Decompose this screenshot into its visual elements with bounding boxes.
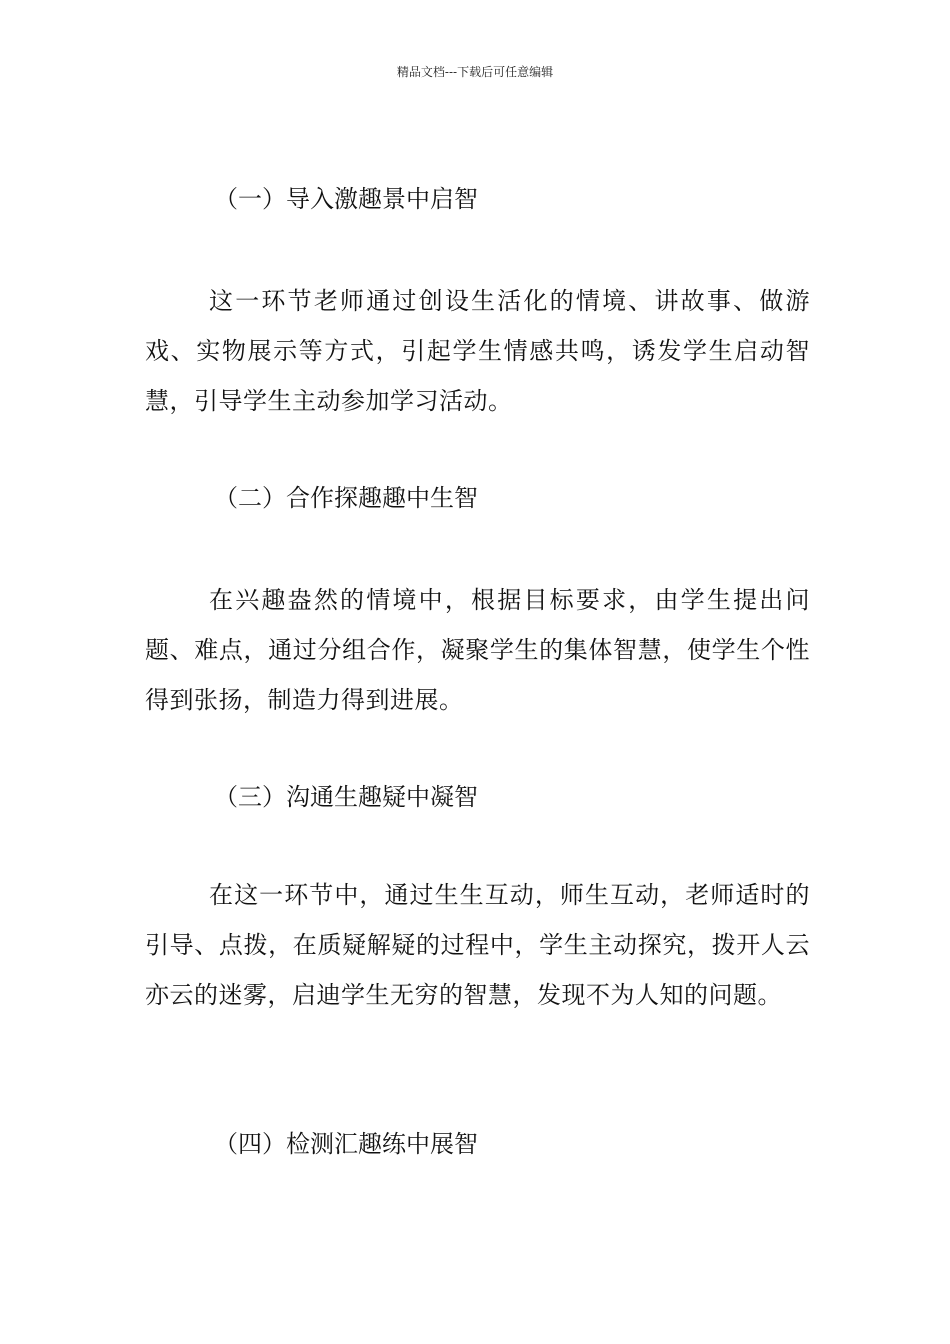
section-heading-4: （四）检测汇趣练中展智 (214, 1130, 478, 1158)
section-paragraph-1: 这一环节老师通过创设生活化的情境、讲故事、做游戏、实物展示等方式，引起学生情感共鸣，诱发学生启动智慧，引导学生主动参加学习活动。 (145, 287, 810, 415)
section-paragraph-2: 在兴趣盎然的情境中，根据目标要求，由学生提出问题、难点，通过分组合作，凝聚学生的集体智慧，使学生个性得到张扬，制造力得到进展。 (145, 586, 810, 714)
page-header: 精品文档---下载后可任意编辑 (396, 65, 554, 79)
section-heading-1: （一）导入激趣景中启智 (214, 185, 478, 213)
section-paragraph-3: 在这一环节中，通过生生互动，师生互动，老师适时的引导、点拨，在质疑解疑的过程中，学生主动探究，拨开人云亦云的迷雾，启迪学生无穷的智慧，发现不为人知的问题。 (145, 881, 810, 1009)
section-heading-2: （二）合作探趣趣中生智 (214, 484, 478, 512)
section-heading-3: （三）沟通生趣疑中凝智 (214, 783, 478, 811)
